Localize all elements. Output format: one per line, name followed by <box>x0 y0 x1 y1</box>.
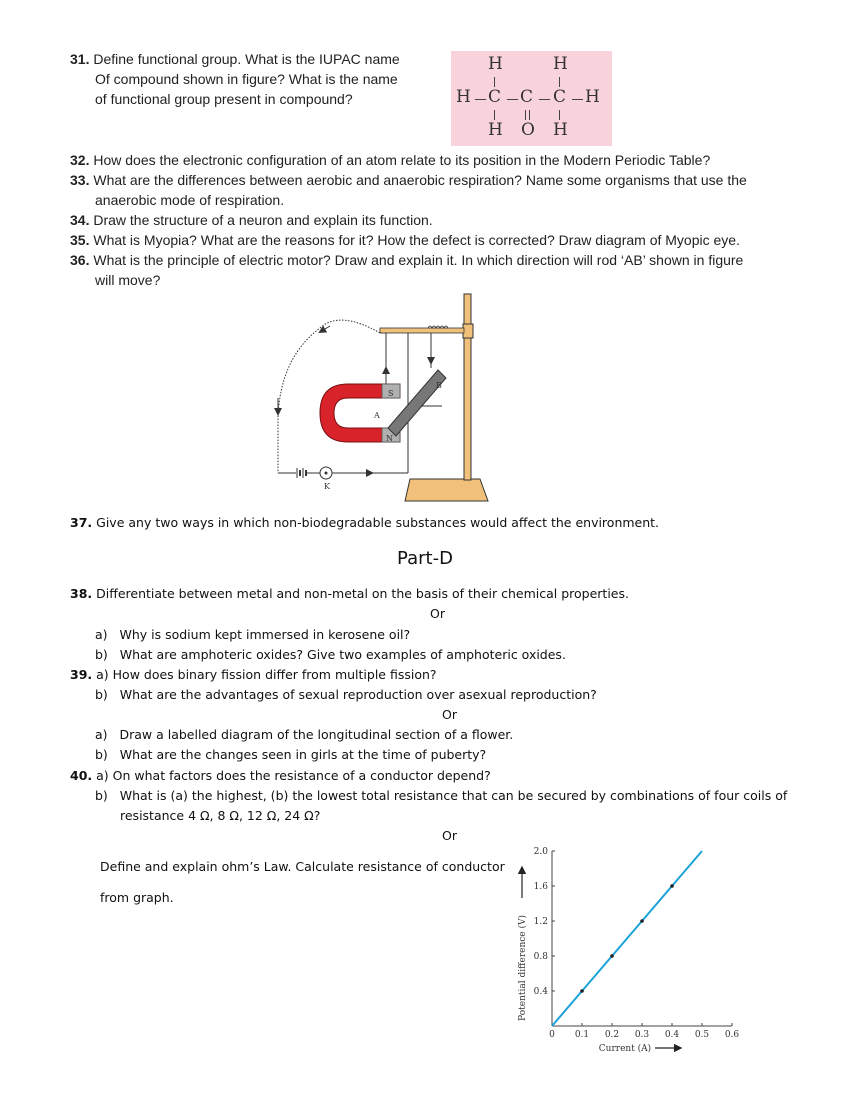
question-text: of functional group present in compound? <box>95 91 353 107</box>
subquestion-a <box>95 725 513 745</box>
question-38 <box>70 584 629 604</box>
atom-c: C <box>553 87 567 107</box>
vi-graph <box>510 838 740 1060</box>
x-tick-label: 0.3 <box>634 1030 650 1040</box>
section-heading: Part-D <box>397 548 453 569</box>
label-a: A <box>374 411 380 420</box>
ohms-law-question: from graph. <box>100 890 174 905</box>
bond-line <box>529 110 530 120</box>
x-tick-label: 0 <box>549 1030 555 1040</box>
stand-clamp <box>463 324 473 338</box>
question-text: What are the differences between aerobic and anaerobic respiration? Name some organisms that use the <box>93 172 747 188</box>
question-text: Differentiate between metal and non-metal on the basis of their chemical properties. <box>96 586 629 601</box>
stand-base <box>405 479 488 501</box>
question-number: 35. <box>70 232 90 248</box>
bond-line <box>494 77 495 87</box>
question-list <box>70 150 810 290</box>
question-number: 36. <box>70 252 90 268</box>
rod-ab <box>388 370 446 436</box>
question-number: 39. <box>70 667 93 682</box>
subquestion-label: b) <box>95 788 108 803</box>
question-32 <box>70 150 810 170</box>
question-text: What is Myopia? What are the reasons for it? How the defect is corrected? Draw diagram of Myopic eye. <box>93 232 740 248</box>
current-arrow <box>320 326 330 332</box>
bond-line <box>507 99 518 100</box>
question-number: 33. <box>70 172 90 188</box>
atom-h: H <box>456 87 471 107</box>
data-point <box>640 919 644 923</box>
label-s: S <box>388 389 394 398</box>
or-separator: Or <box>430 606 445 621</box>
subquestion-text: Why is sodium kept immersed in kerosene oil? <box>119 627 411 642</box>
y-tick-label: 1.6 <box>533 882 548 892</box>
x-tick-label: 0.1 <box>574 1030 590 1040</box>
label-k: K <box>324 482 330 491</box>
y-axis-label: Potential difference (V) <box>518 915 528 1021</box>
question-36 <box>70 250 810 270</box>
ohms-law-question: Define and explain ohm’s Law. Calculate resistance of conductor <box>100 859 505 874</box>
question-text: Give any two ways in which non-biodegradable substances would affect the environment. <box>96 515 660 530</box>
subquestion-text: resistance 4 Ω, 8 Ω, 12 Ω, 24 Ω? <box>120 808 321 823</box>
atom-h: H <box>488 54 503 74</box>
label-b: B <box>436 381 442 390</box>
key-icon <box>325 472 328 475</box>
x-tick-label: 0.4 <box>664 1030 680 1040</box>
question-33 <box>70 170 810 190</box>
bond-line <box>475 99 486 100</box>
atom-h: H <box>585 87 600 107</box>
question-40 <box>70 766 491 786</box>
or-separator: Or <box>442 707 457 722</box>
propanol-structure-figure <box>451 51 612 146</box>
label-n: N <box>386 434 393 443</box>
question-number: 34. <box>70 212 90 228</box>
bond-line <box>539 99 550 100</box>
question-text: a) On what factors does the resistance of a conductor depend? <box>96 768 491 783</box>
bond-line <box>494 110 495 120</box>
question-37 <box>70 513 659 533</box>
question-text: a) How does binary fission differ from multiple fission? <box>96 667 437 682</box>
subquestion-b <box>95 685 597 705</box>
y-tick-label: 0.4 <box>533 987 548 997</box>
atom-h: H <box>553 54 568 74</box>
electric-motor-figure <box>260 288 500 508</box>
subquestion-label: b) <box>95 687 108 702</box>
question-35 <box>70 230 810 250</box>
question-text: Of compound shown in figure? What is the name <box>95 71 398 87</box>
question-39 <box>70 665 437 685</box>
atom-o: O <box>521 120 535 140</box>
or-separator: Or <box>442 828 457 843</box>
question-number: 37. <box>70 515 93 530</box>
question-number: 31. <box>70 51 90 67</box>
question-number: 32. <box>70 152 90 168</box>
atom-c: C <box>520 87 534 107</box>
subquestion-b <box>95 745 486 765</box>
data-point <box>610 954 614 958</box>
subquestion-text: What is (a) the highest, (b) the lowest total resistance that can be secured by combinations of four coils of <box>119 788 788 803</box>
subquestion-text: Draw a labelled diagram of the longitudinal section of a flower. <box>119 727 514 742</box>
horizontal-rod <box>380 328 464 333</box>
question-text: Draw the structure of a neuron and explain its function. <box>93 212 433 228</box>
subquestion-label: b) <box>95 647 108 662</box>
subquestion-text: What are the advantages of sexual reproduction over asexual reproduction? <box>119 687 597 702</box>
question-34 <box>70 210 810 230</box>
y-tick-label: 2.0 <box>533 847 548 857</box>
question-text: anaerobic mode of respiration. <box>95 192 285 208</box>
question-31 <box>70 49 400 109</box>
x-tick-label: 0.6 <box>724 1030 740 1040</box>
subquestion-b <box>95 786 787 806</box>
atom-h: H <box>488 120 503 140</box>
question-text: How does the electronic configuration of an atom relate to its position in the Modern Periodic Table? <box>93 152 711 168</box>
data-point <box>580 989 584 993</box>
x-tick-label: 0.2 <box>604 1030 620 1040</box>
y-tick-label: 1.2 <box>533 917 548 927</box>
subquestion-text: What are amphoteric oxides? Give two examples of amphoteric oxides. <box>119 647 566 662</box>
subquestion-label: a) <box>95 627 108 642</box>
stand-pole <box>464 294 471 480</box>
graph-line <box>552 851 702 1026</box>
data-point <box>670 884 674 888</box>
subquestion-label: b) <box>95 747 108 762</box>
subquestion-label: a) <box>95 727 108 742</box>
bond-line <box>572 99 583 100</box>
bond-line <box>559 77 560 87</box>
x-axis-label: Current (A) <box>598 1044 652 1054</box>
atom-h: H <box>553 120 568 140</box>
y-tick-label: 0.8 <box>533 952 548 962</box>
question-text: What is the principle of electric motor? Draw and explain it. In which direction will rod ‘AB’ shown in figure <box>93 252 744 268</box>
x-tick-label: 0.5 <box>694 1030 710 1040</box>
question-text: Define functional group. What is the IUPAC name <box>93 51 400 67</box>
question-number: 40. <box>70 768 93 783</box>
question-text: will move? <box>95 272 161 288</box>
question-number: 38. <box>70 586 93 601</box>
bond-line <box>559 110 560 120</box>
atom-c: C <box>488 87 502 107</box>
subquestion-b <box>95 645 566 665</box>
bond-line <box>525 110 526 120</box>
subquestion-text: What are the changes seen in girls at the time of puberty? <box>119 747 487 762</box>
subquestion-a <box>95 625 410 645</box>
